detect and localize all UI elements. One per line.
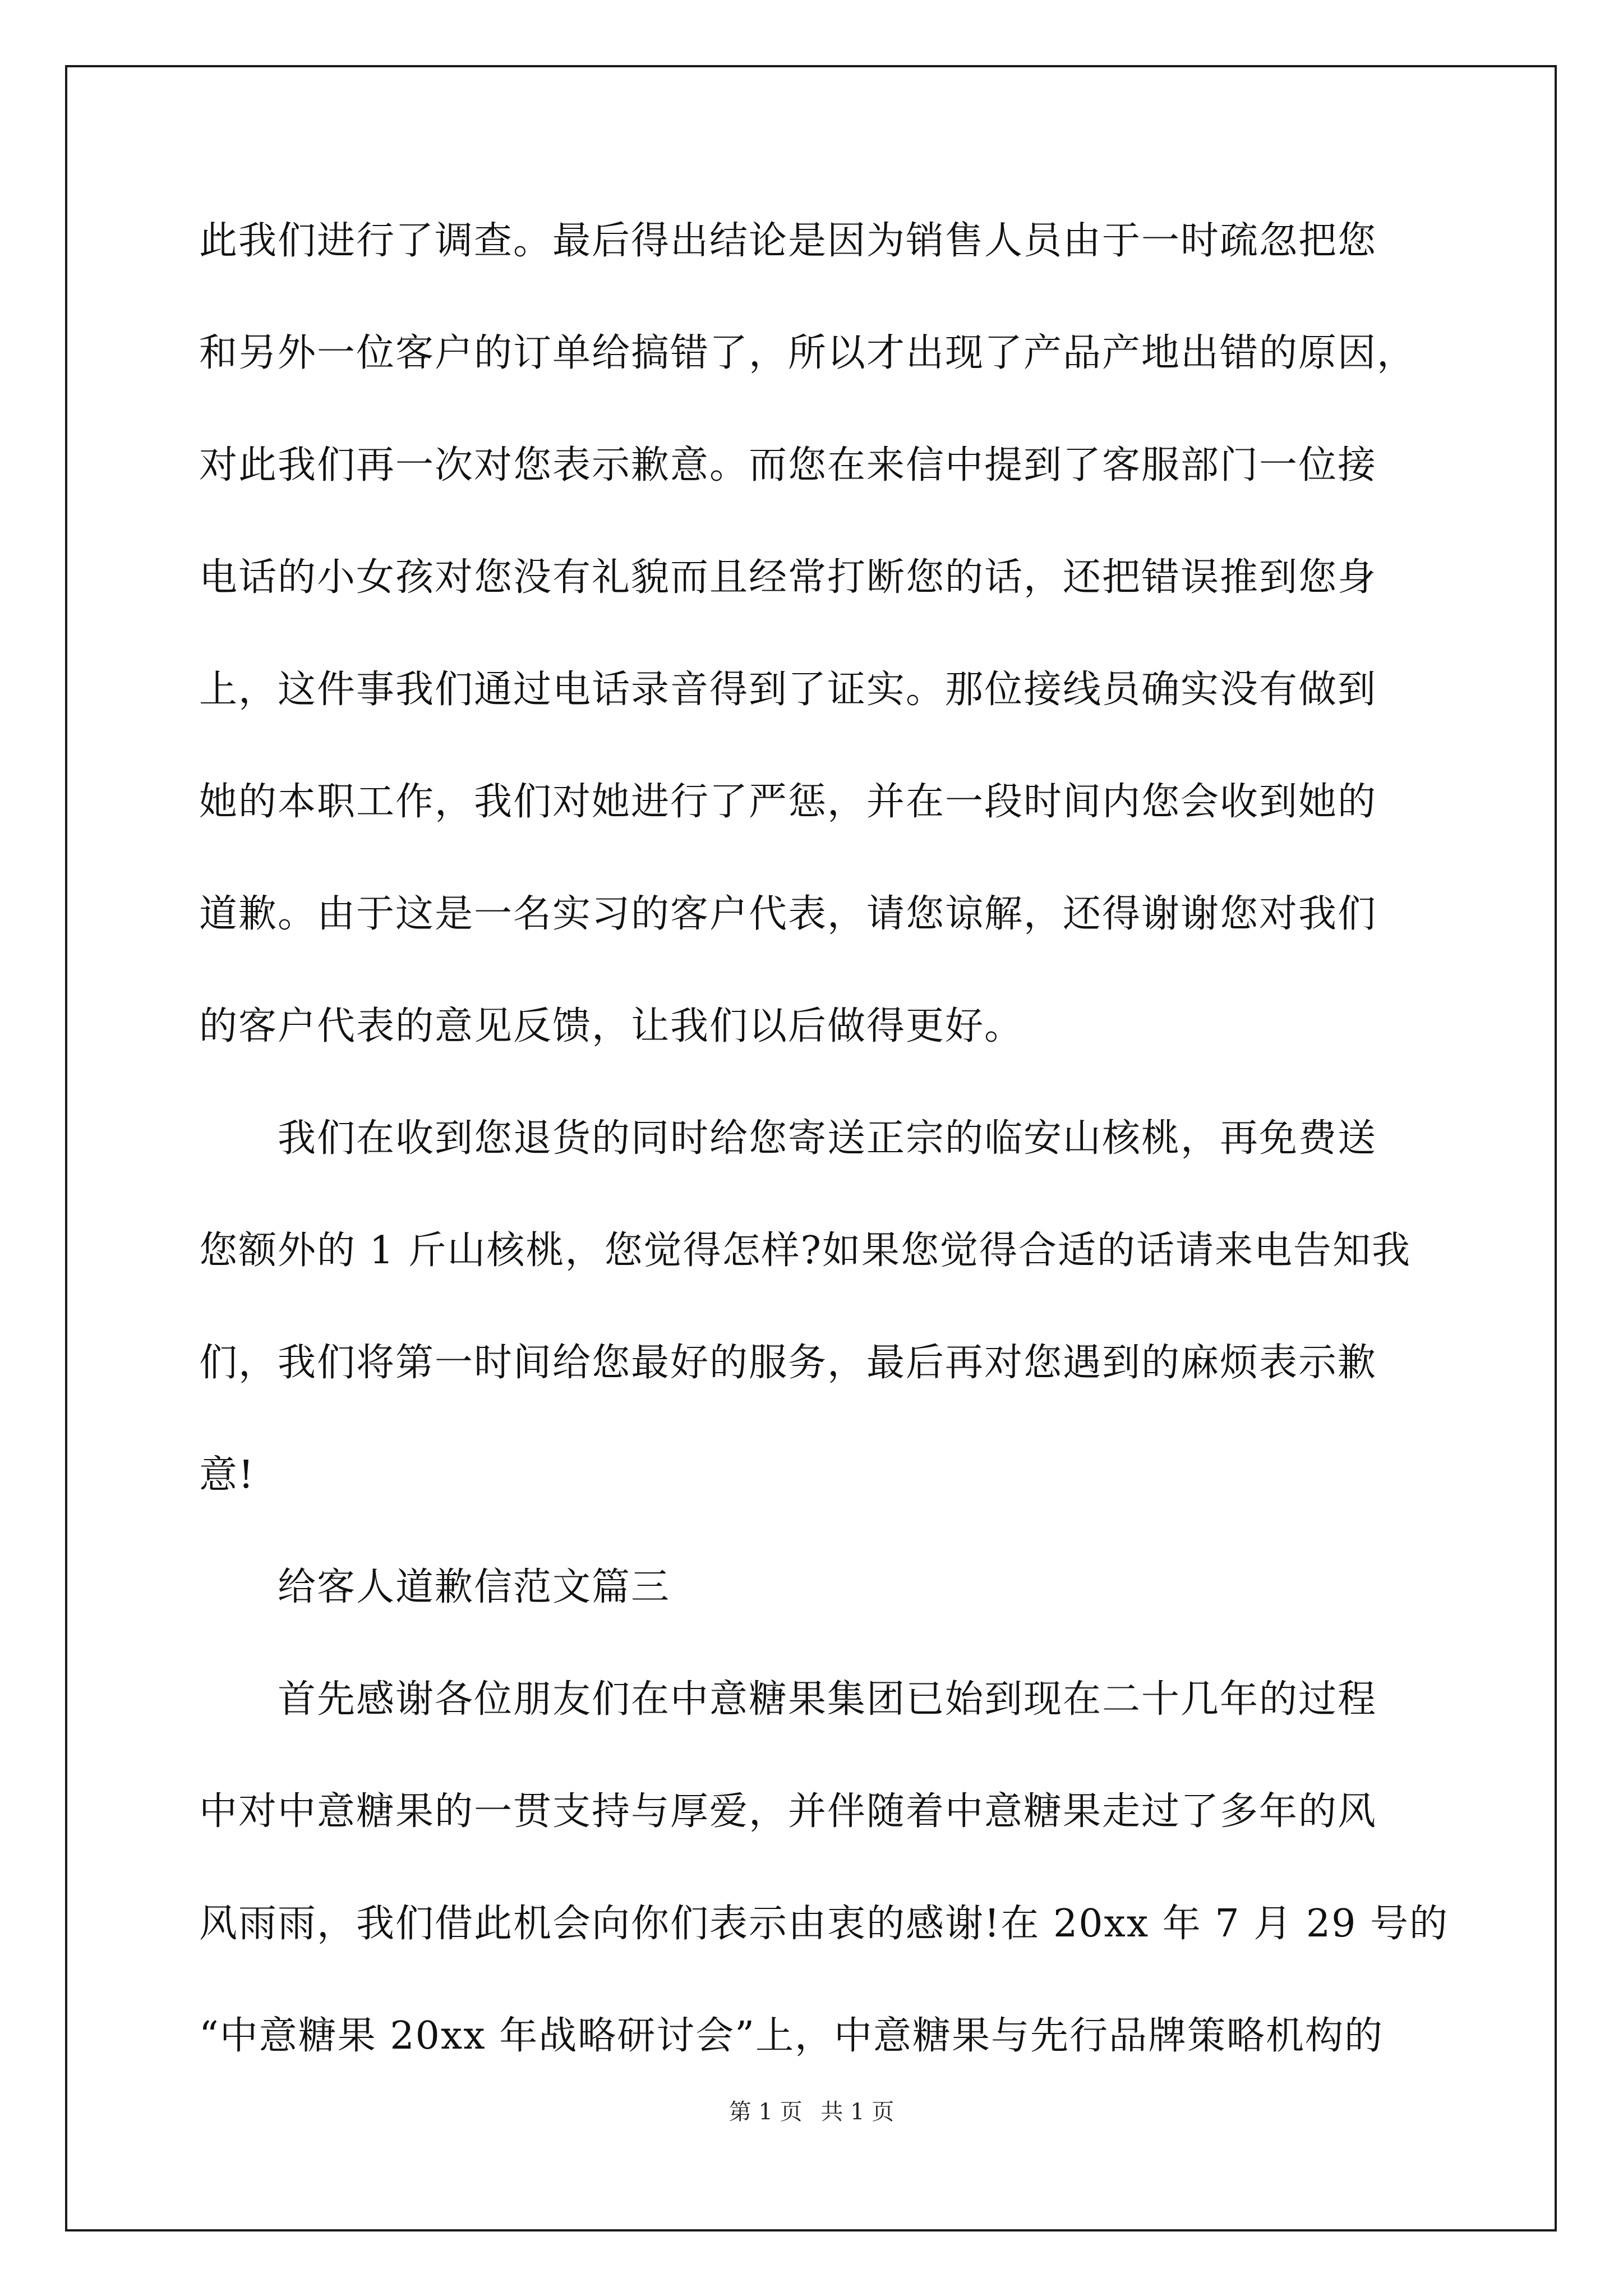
text-line: 道歉。由于这是一名实习的客户代表，请您谅解，还得谢谢您对我们 xyxy=(199,892,1377,936)
text-line: 我们在收到您退货的同时给您寄送正宗的临安山核桃，再免费送 xyxy=(278,1116,1377,1161)
page-total: 共 1 页 xyxy=(820,2099,895,2125)
text-line: 们，我们将第一时间给您最好的服务，最后再对您遇到的麻烦表示歉 xyxy=(199,1341,1377,1385)
text-line: 的客户代表的意见反馈，让我们以后做得更好。 xyxy=(199,1004,1024,1048)
text-line: 此我们进行了调查。最后得出结论是因为销售人员由于一时疏忽把您 xyxy=(199,219,1377,263)
text-line: 风雨雨，我们借此机会向你们表示由衷的感谢!在 20xx 年 7 月 29 号的 xyxy=(199,1902,1449,1946)
section-heading: 给客人道歉信范文篇三 xyxy=(278,1565,671,1609)
text-line: 和另外一位客户的订单给搞错了，所以才出现了产品产地出错的原因， xyxy=(199,331,1417,375)
text-line: “中意糖果 20xx 年战略研讨会”上，中意糖果与先行品牌策略机构的 xyxy=(199,2014,1384,2058)
page-footer xyxy=(0,2095,1623,2129)
text-line: 电话的小女孩对您没有礼貌而且经常打断您的话，还把错误推到您身 xyxy=(199,555,1377,600)
text-line: 您额外的 1 斤山核桃，您觉得怎样?如果您觉得合适的话请来电告知我 xyxy=(199,1228,1411,1273)
text-line: 对此我们再一次对您表示歉意。而您在来信中提到了客服部门一位接 xyxy=(199,443,1377,487)
text-line: 上，这件事我们通过电话录音得到了证实。那位接线员确实没有做到 xyxy=(199,668,1377,712)
text-line: 她的本职工作，我们对她进行了严惩，并在一段时间内您会收到她的 xyxy=(199,780,1377,824)
text-line: 首先感谢各位朋友们在中意糖果集团已始到现在二十几年的过程 xyxy=(278,1677,1377,1722)
text-line: 中对中意糖果的一贯支持与厚爱，并伴随着中意糖果走过了多年的风 xyxy=(199,1789,1377,1834)
text-line: 意! xyxy=(199,1453,255,1497)
page-number: 第 1 页 xyxy=(728,2099,803,2125)
